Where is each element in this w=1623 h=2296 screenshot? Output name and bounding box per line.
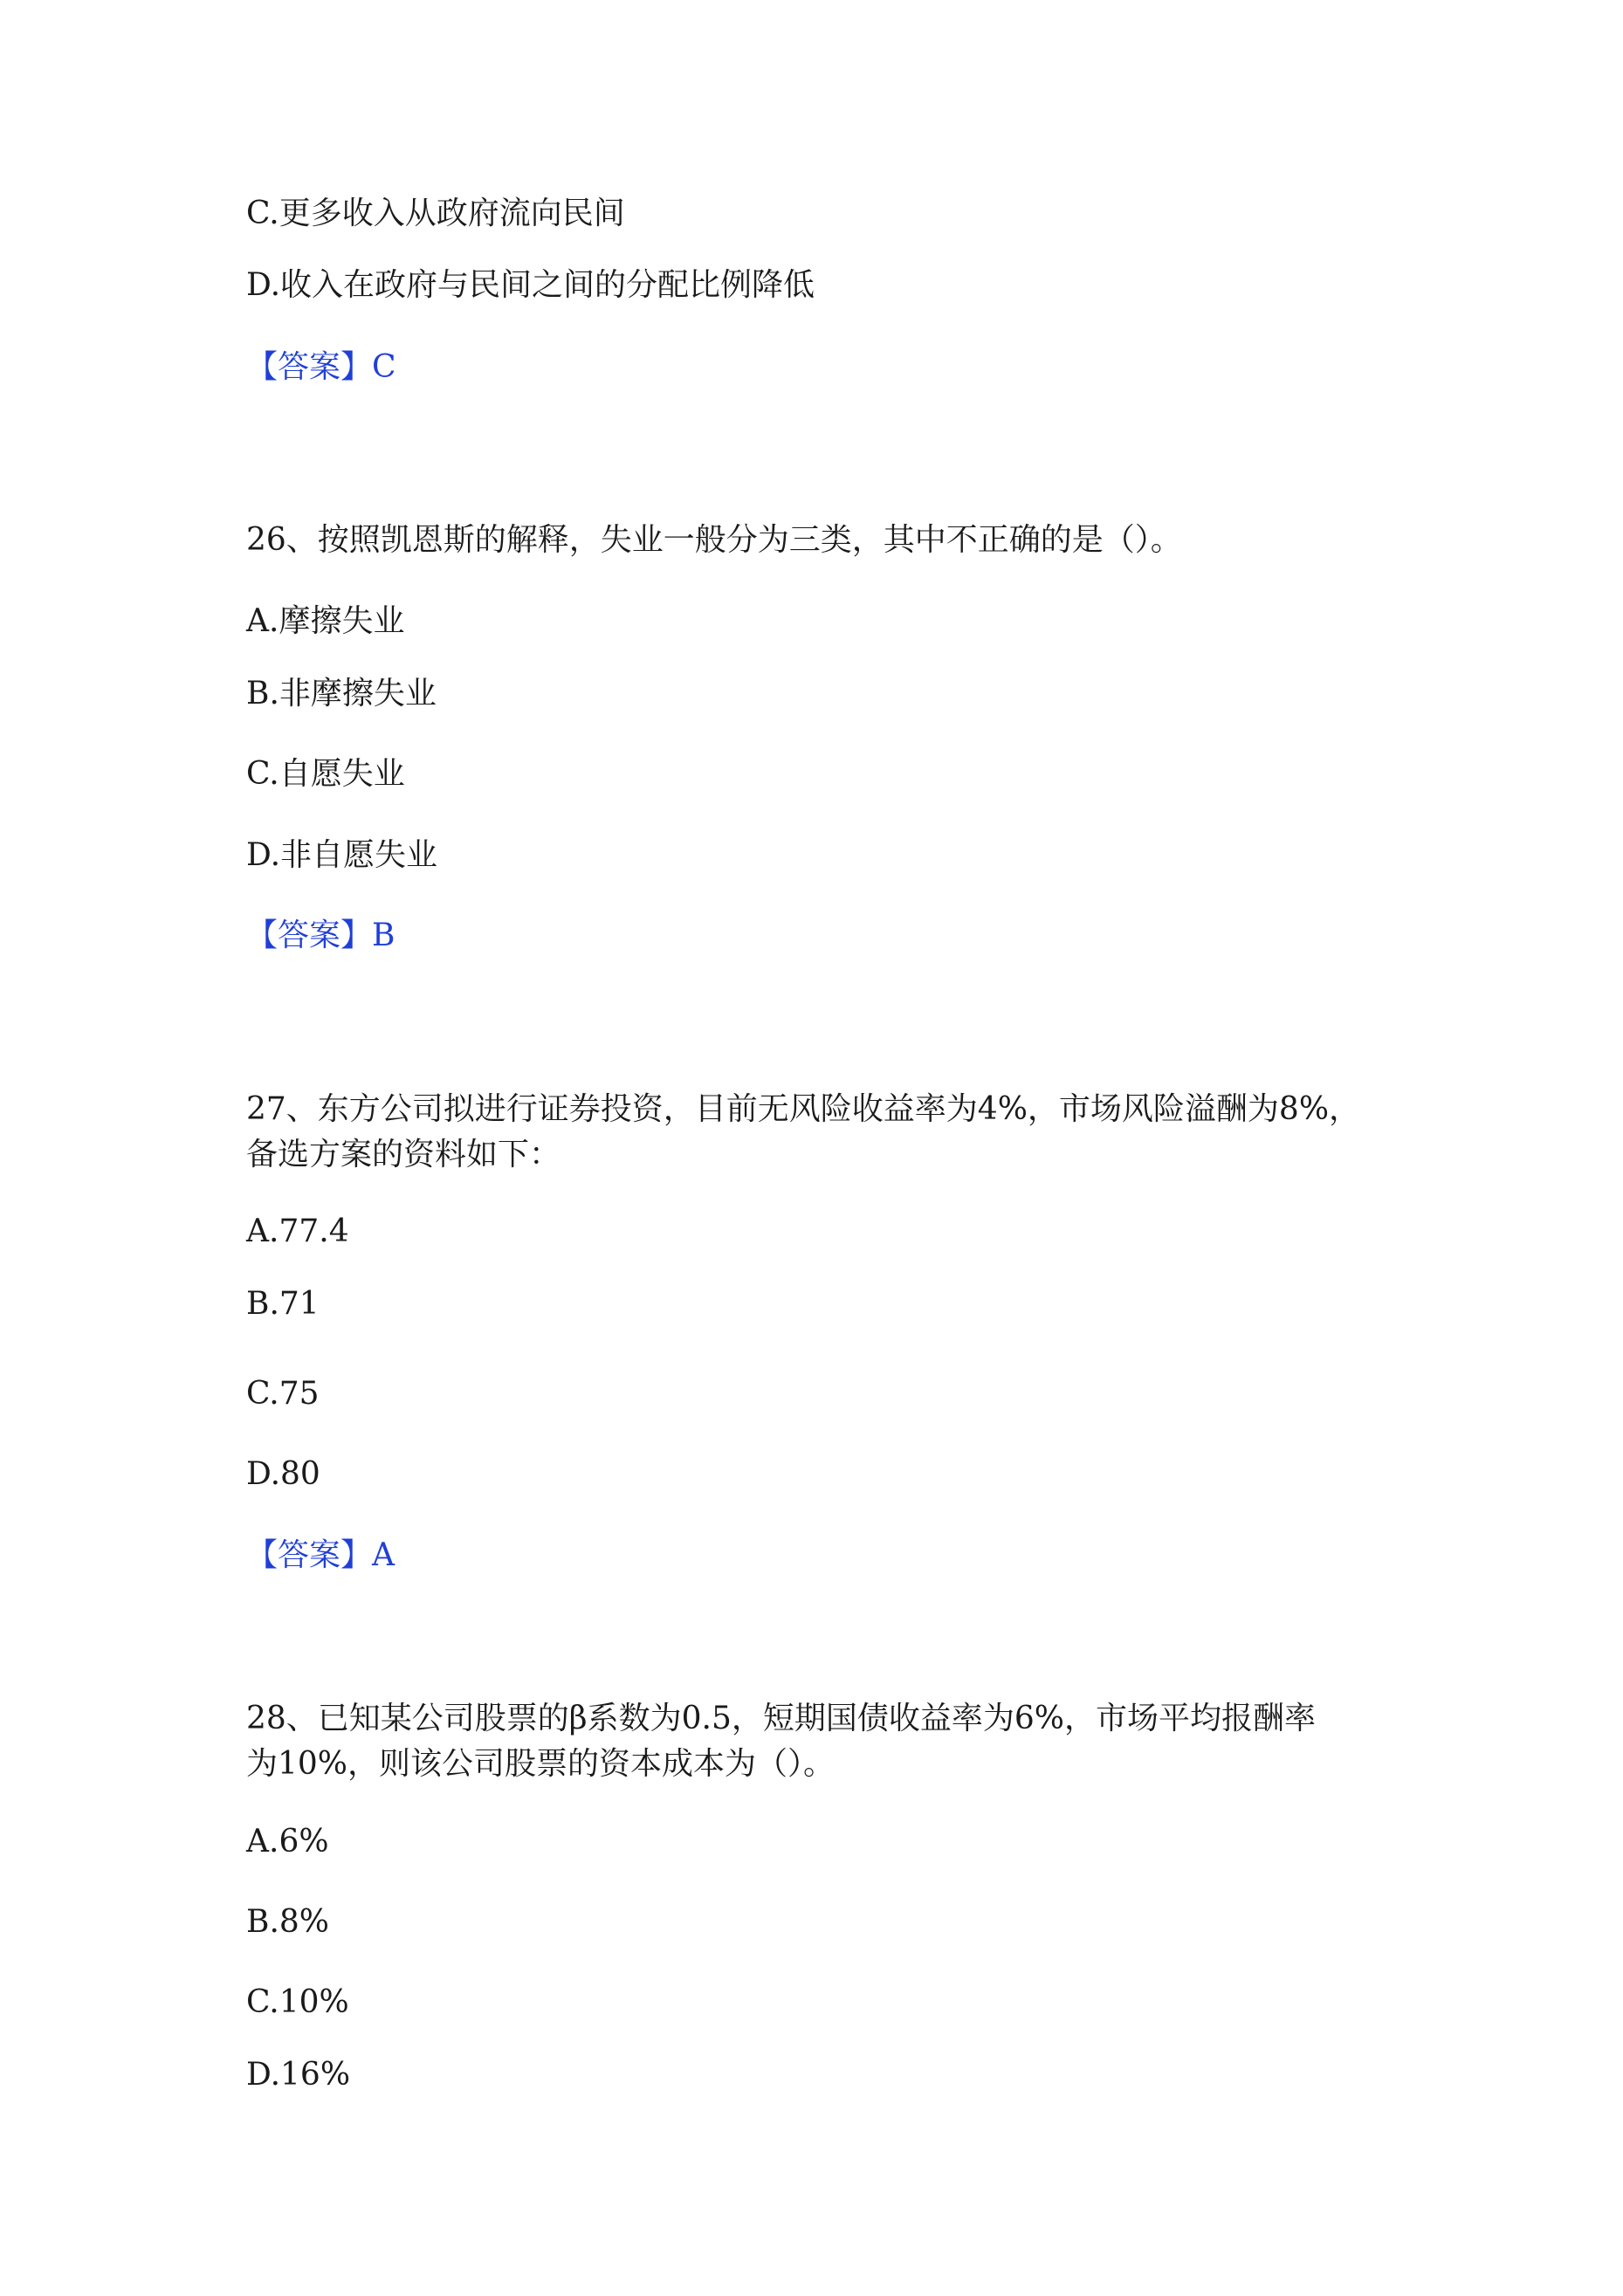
q27-answer: 【答案】A <box>246 1537 395 1573</box>
q28-option-a: A.6% <box>246 1824 329 1859</box>
q26-option-a: A.摩擦失业 <box>246 603 405 639</box>
q27-option-d: D.80 <box>246 1456 320 1492</box>
q26-option-c: C.自愿失业 <box>246 756 405 792</box>
q27-stem-line2: 备选方案的资料如下： <box>246 1137 561 1172</box>
q27-option-a: A.77.4 <box>246 1213 349 1249</box>
q27-option-b: B.71 <box>246 1286 320 1322</box>
prev-answer: 【答案】C <box>246 349 396 385</box>
q28-stem-line1: 28、已知某公司股票的β系数为0.5，短期国债收益率为6%，市场平均报酬率 <box>246 1701 1316 1736</box>
q27-stem-line1: 27、东方公司拟进行证券投资，目前无风险收益率为4%，市场风险溢酬为8%， <box>246 1091 1361 1127</box>
q26-stem: 26、按照凯恩斯的解释，失业一般分为三类，其中不正确的是（）。 <box>246 522 1182 558</box>
q27-option-c: C.75 <box>246 1376 320 1412</box>
q28-option-c: C.10% <box>246 1984 349 2020</box>
q26-option-d: D.非自愿失业 <box>246 837 438 873</box>
prev-option-d: D.收入在政府与民间之间的分配比例降低 <box>246 267 815 303</box>
q26-answer: 【答案】B <box>246 918 395 953</box>
prev-option-c: C.更多收入从政府流向民间 <box>246 196 625 231</box>
q28-option-d: D.16% <box>246 2057 351 2093</box>
q26-option-b: B.非摩擦失业 <box>246 676 437 711</box>
q28-stem-line2: 为10%，则该公司股票的资本成本为（）。 <box>246 1746 836 1782</box>
q28-option-b: B.8% <box>246 1904 330 1940</box>
